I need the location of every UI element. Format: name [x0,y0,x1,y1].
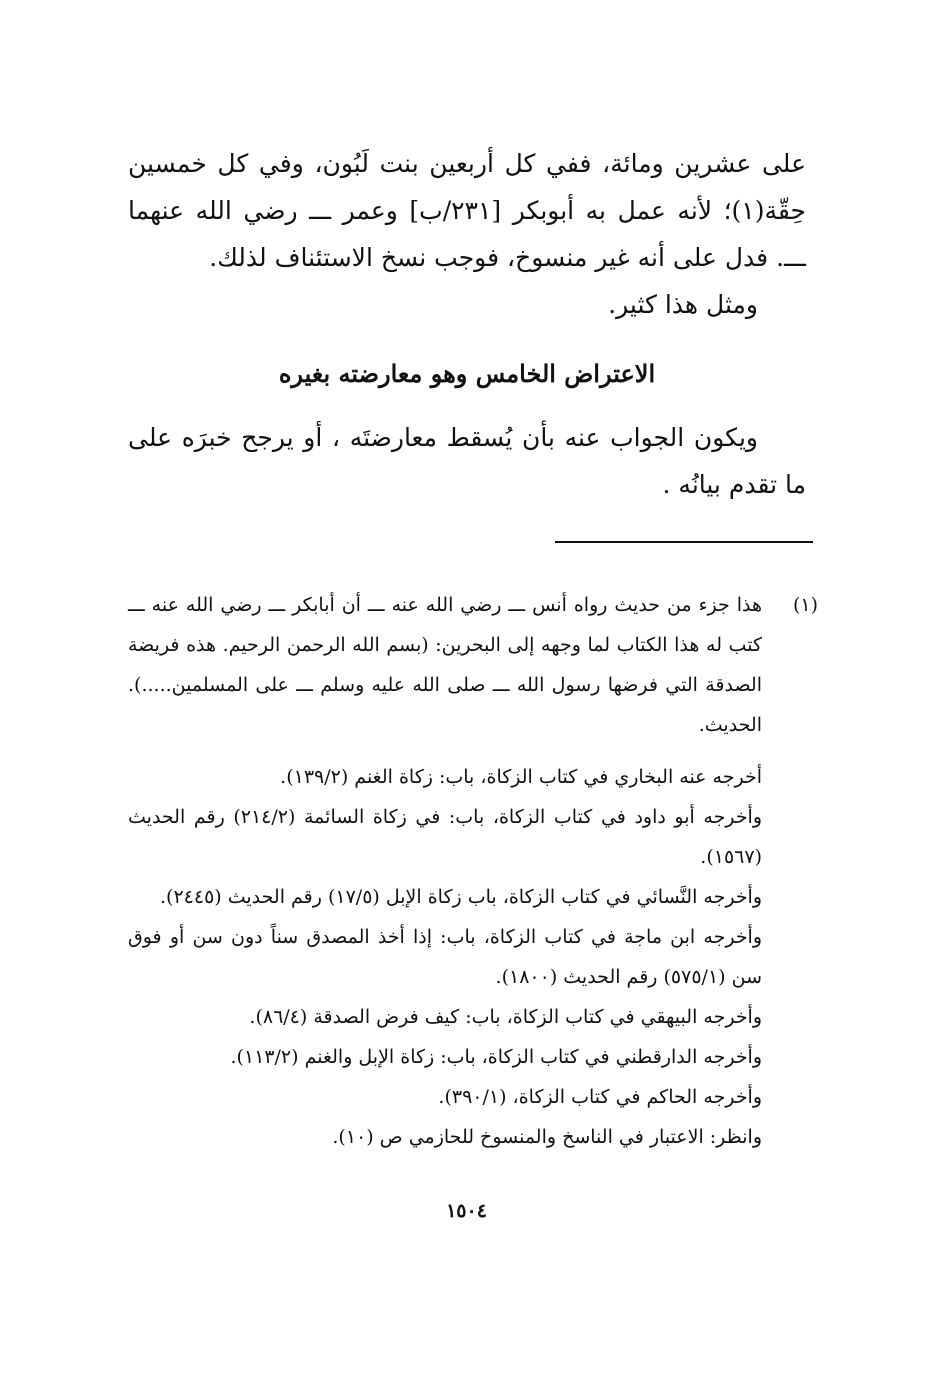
footnote-separator [555,541,813,543]
page-number: ١٥٠٤ [446,1200,487,1222]
reference-line: وأخرجه الدارقطني في كتاب الزكاة، باب: زكاة الإبل والغنم (١١٣/٢). [230,1046,762,1068]
section-heading: الاعتراض الخامس وهو معارضته بغيره [278,359,656,388]
footnote-number: (١) [792,594,818,616]
reference-line: وأخرجه البيهقي في كتاب الزكاة، باب: كيف فرض الصدقة (٨٦/٤). [249,1006,762,1028]
reference-line: وأخرجه النَّسائي في كتاب الزكاة، باب زكاة الإبل (١٧/٥) رقم الحديث (٢٤٤٥). [160,886,762,908]
footnote-item [128,585,818,745]
reference-line: وأخرجه ابن ماجة في كتاب الزكاة، باب: إذا أخذ المصدق سناً دون سن أو فوق سن (٥٧٥/١) رقم الحديث (١٨٠٠). [128,926,762,988]
footnotes [128,585,818,1157]
footnote-references [128,757,762,1157]
reference-line: وأخرجه أبو داود في كتاب الزكاة، باب: في زكاة السائمة (٢١٤/٢) رقم الحديث (١٥٦٧). [128,806,762,868]
main-text [128,140,806,508]
body-paragraph: ويكون الجواب عنه بأن يُسقط معارضتَه ، أو يرجح خبرَه على ما تقدم بيانُه . [128,423,806,499]
body-paragraph: ومثل هذا كثير. [608,290,758,319]
reference-line: أخرجه عنه البخاري في كتاب الزكاة، باب: زكاة الغنم (١٣٩/٢). [280,766,762,788]
footnote-body [128,585,762,745]
reference-line: وأخرجه الحاكم في كتاب الزكاة، (٣٩٠/١). [438,1086,762,1108]
footnote-text: هذا جزء من حديث رواه أنس ـــ رضي الله عنه ـــ أن أبابكر ـــ رضي الله عنه ـــ كتب له هذا الكتاب لما وجهه إلى البحرين: (بسم الله الرحمن الرحيم. هذه فريضة الصدقة التي فرضها رسول الله ـــ صلى الله عليه وسلم ـــ على المسلمين.....). الحديث. [128,594,762,736]
body-paragraph: على عشرين ومائة، ففي كل أربعين بنت لَبُون، وفي كل خمسين حِقّة(١)؛ لأنه عمل به أبوبكر [٢٣١/ب] وعمر ـــ رضي الله عنهما ـــ. فدل على أنه غير منسوخ، فوجب نسخ الاستئناف لذلك. [128,149,806,272]
reference-line: وانظر: الاعتبار في الناسخ والمنسوخ للحازمي ص (١٠). [332,1126,762,1148]
